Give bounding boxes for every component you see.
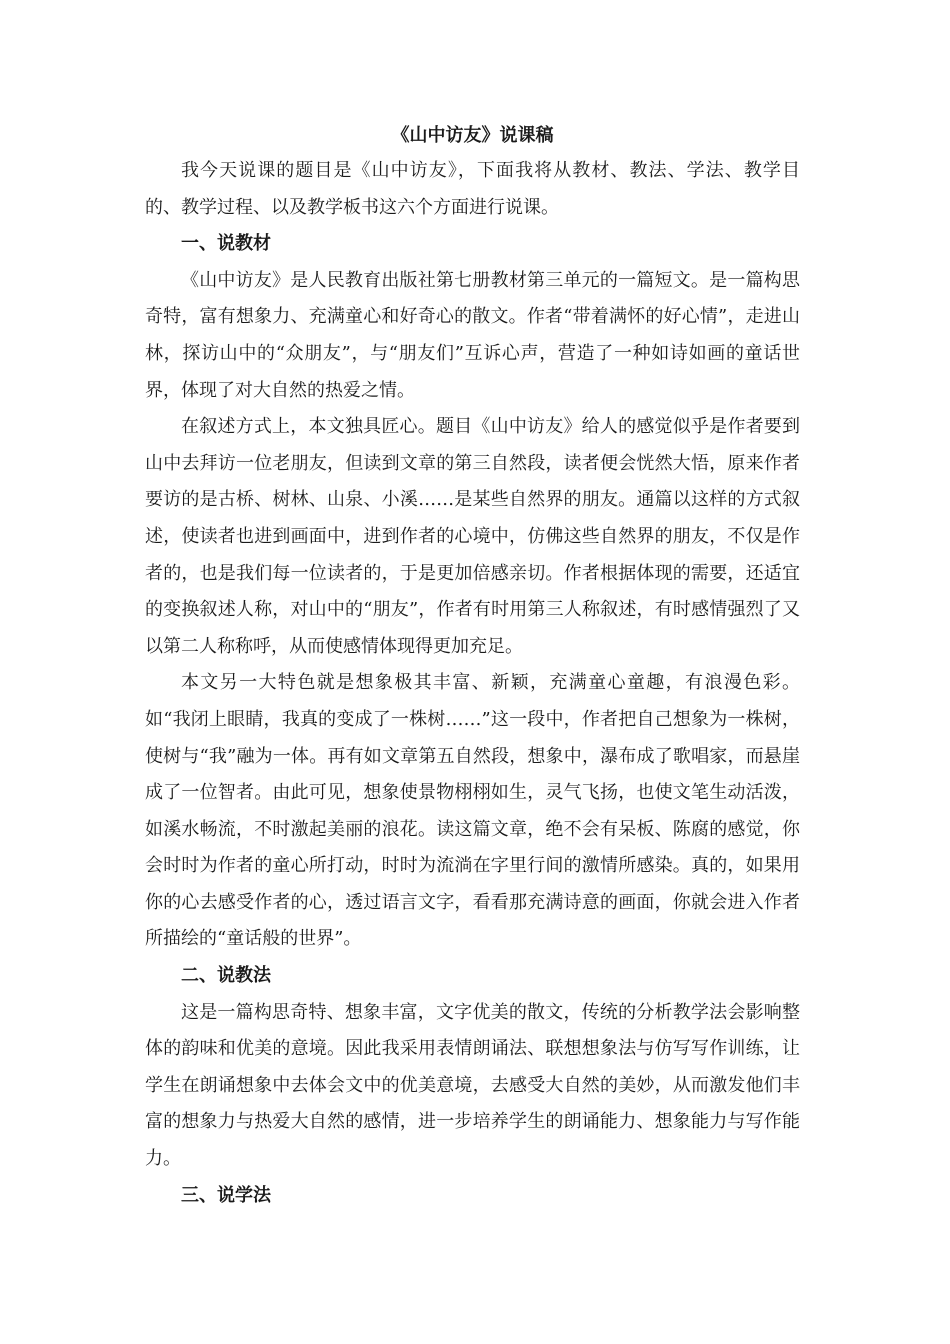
paragraph: 《山中访友》是人民教育出版社第七册教材第三单元的一篇短文。是一篇构思奇特，富有想象力、充满童心和好奇心的散文。作者“带着满怀的好心情”，走进山林，探访山中的“众朋友”，与“朋友们”互诉心声，营造了一种如诗如画的童话世界，体现了对大自然的热爱之情。 [145, 269, 800, 401]
section-heading-learning-method: 三、说学法 [181, 1184, 271, 1206]
paragraph: 本文另一大特色就是想象极其丰富、新颖，充满童心童趣，有浪漫色彩。如“我闭上眼睛，我真的变成了一株树……”这一段中，作者把自己想象为一株树，使树与“我”融为一体。再有如文章第五自然段，想象中，瀑布成了歌唱家，而悬崖成了一位智者。由此可见，想象使景物栩栩如生，灵气飞扬，也使文笔生动活泼，如溪水畅流，不时激起美丽的浪花。读这篇文章，绝不会有呆板、陈腐的感觉，你会时时为作者的童心所打动，时时为流淌在字里行间的激情所感染。真的，如果用你的心去感受作者的心，透过语言文字，看看那充满诗意的画面，你就会进入作者所描绘的“童话般的世界”。 [145, 672, 800, 950]
document-title: 《山中访友》说课稿 [391, 125, 554, 146]
section-heading-teaching-method: 二、说教法 [181, 965, 271, 987]
intro-paragraph: 我今天说课的题目是《山中访友》，下面我将从教材、教法、学法、教学目的、教学过程、以及教学板书这六个方面进行说课。 [145, 160, 800, 218]
section-heading-textbook: 一、说教材 [181, 233, 271, 255]
paragraph: 这是一篇构思奇特、想象丰富，文字优美的散文，传统的分析教学法会影响整体的韵味和优美的意境。因此我采用表情朗诵法、联想想象法与仿写写作训练，让学生在朗诵想象中去体会文中的优美意境，去感受大自然的美妙，从而激发他们丰富的想象力与热爱大自然的感情，进一步培养学生的朗诵能力、想象能力与写作能力。 [145, 1001, 800, 1170]
paragraph: 在叙述方式上，本文独具匠心。题目《山中访友》给人的感觉似乎是作者要到山中去拜访一位老朋友，但读到文章的第三自然段，读者便会恍然大悟，原来作者要访的是古桥、树林、山泉、小溪……是某些自然界的朋友。通篇以这样的方式叙述，使读者也进到画面中，进到作者的心境中，仿佛这些自然界的朋友，不仅是作者的，也是我们每一位读者的，于是更加倍感亲切。作者根据体现的需要，还适宜的变换叙述人称，对山中的“朋友”，作者有时用第三人称叙述，有时感情强烈了又以第二人称称呼，从而使感情体现得更加充足。 [145, 416, 800, 657]
